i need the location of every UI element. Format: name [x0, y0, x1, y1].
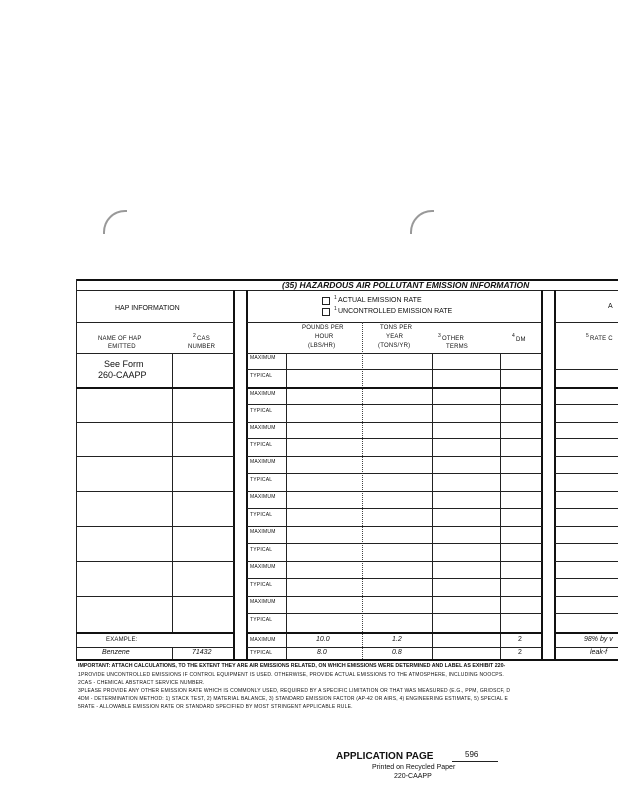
footnote-4: 4DM - DETERMINATION METHOD: 1) STACK TEST, 2) MATERIAL BALANCE, 3) STANDARD EMISSION FACTOR (AP-42 OR AIRS, 4) ENGINEERING ESTIMATE, 5) SPECIAL E: [78, 696, 508, 702]
example-name: Benzene: [102, 649, 130, 656]
actual-emission-label: ACTUAL EMISSION RATE: [338, 297, 422, 304]
row-1-typ-label: TYPICAL: [250, 373, 273, 379]
recycled-note: Printed on Recycled Paper: [372, 764, 456, 771]
example-rate-typ: leak-f: [590, 649, 608, 656]
example-max-dm: 2: [518, 636, 522, 643]
footnote-2: 2CAS - CHEMICAL ABSTRACT SERVICE NUMBER.: [78, 680, 205, 686]
rate-header: RATE C: [590, 336, 613, 342]
hap-information-heading: HAP INFORMATION: [115, 305, 180, 312]
footnote-1: 1PROVIDE UNCONTROLLED EMISSIONS IF CONTROL EQUIPMENT IS USED. OTHERWISE, PROVIDE ACTUAL EMISSIONS TO THE ATMOSPHERE, INCLUDING NOOCPS.: [78, 672, 504, 678]
fold-mark-right: [410, 210, 434, 234]
form-id: 220-CAAPP: [394, 773, 432, 780]
important-note: IMPORTANT: ATTACH CALCULATIONS, TO THE EXTENT THEY ARE AIR EMISSIONS RELATED, ON WHICH EMISSIONS WERE DETERMINED AND LABEL AS EXHIBIT 220-: [78, 663, 506, 669]
example-typ-lbs: 8.0: [317, 649, 327, 656]
tons-per-year-header: TONS PER: [380, 325, 413, 331]
form-title: (35) HAZARDOUS AIR POLLUTANT EMISSION INFORMATION: [282, 280, 530, 290]
example-cas: 71432: [192, 649, 212, 656]
actual-emission-checkbox[interactable]: [322, 297, 330, 305]
fold-mark-left: [103, 210, 127, 234]
example-rate-max: 98% by v: [584, 636, 613, 643]
example-label: EXAMPLE:: [106, 637, 138, 643]
cas-header: CAS: [197, 336, 210, 342]
see-form-note: See Form: [104, 359, 144, 369]
dm-header: DM: [516, 337, 526, 343]
other-terms-header: OTHER: [442, 336, 464, 342]
name-of-hap-header: NAME OF HAP: [98, 336, 142, 342]
example-max-tons: 1.2: [392, 636, 402, 643]
uncontrolled-emission-checkbox[interactable]: [322, 308, 330, 316]
example-max-lbs: 10.0: [316, 636, 330, 643]
example-typ-tons: 0.8: [392, 649, 402, 656]
row-1-max-label: MAXIMUM: [250, 355, 276, 361]
example-typ-dm: 2: [518, 649, 522, 656]
pounds-per-hour-header: POUNDS PER: [302, 325, 344, 331]
uncontrolled-emission-label: UNCONTROLLED EMISSION RATE: [338, 308, 453, 315]
application-page-label: APPLICATION PAGE: [336, 751, 434, 762]
footnote-5: 5RATE - ALLOWABLE EMISSION RATE OR STANDARD SPECIFIED BY MOST STRINGENT APPLICABLE RULE.: [78, 704, 353, 710]
page-number: 596: [465, 750, 479, 759]
footnote-3: 3PLEASE PROVIDE ANY OTHER EMISSION RATE WHICH IS COMMONLY USED, REQUIRED BY A SPECIFIC LIMITATION OR THAT WAS MEASURED (E.G., PPM, GR/DSCF, D: [78, 688, 511, 694]
